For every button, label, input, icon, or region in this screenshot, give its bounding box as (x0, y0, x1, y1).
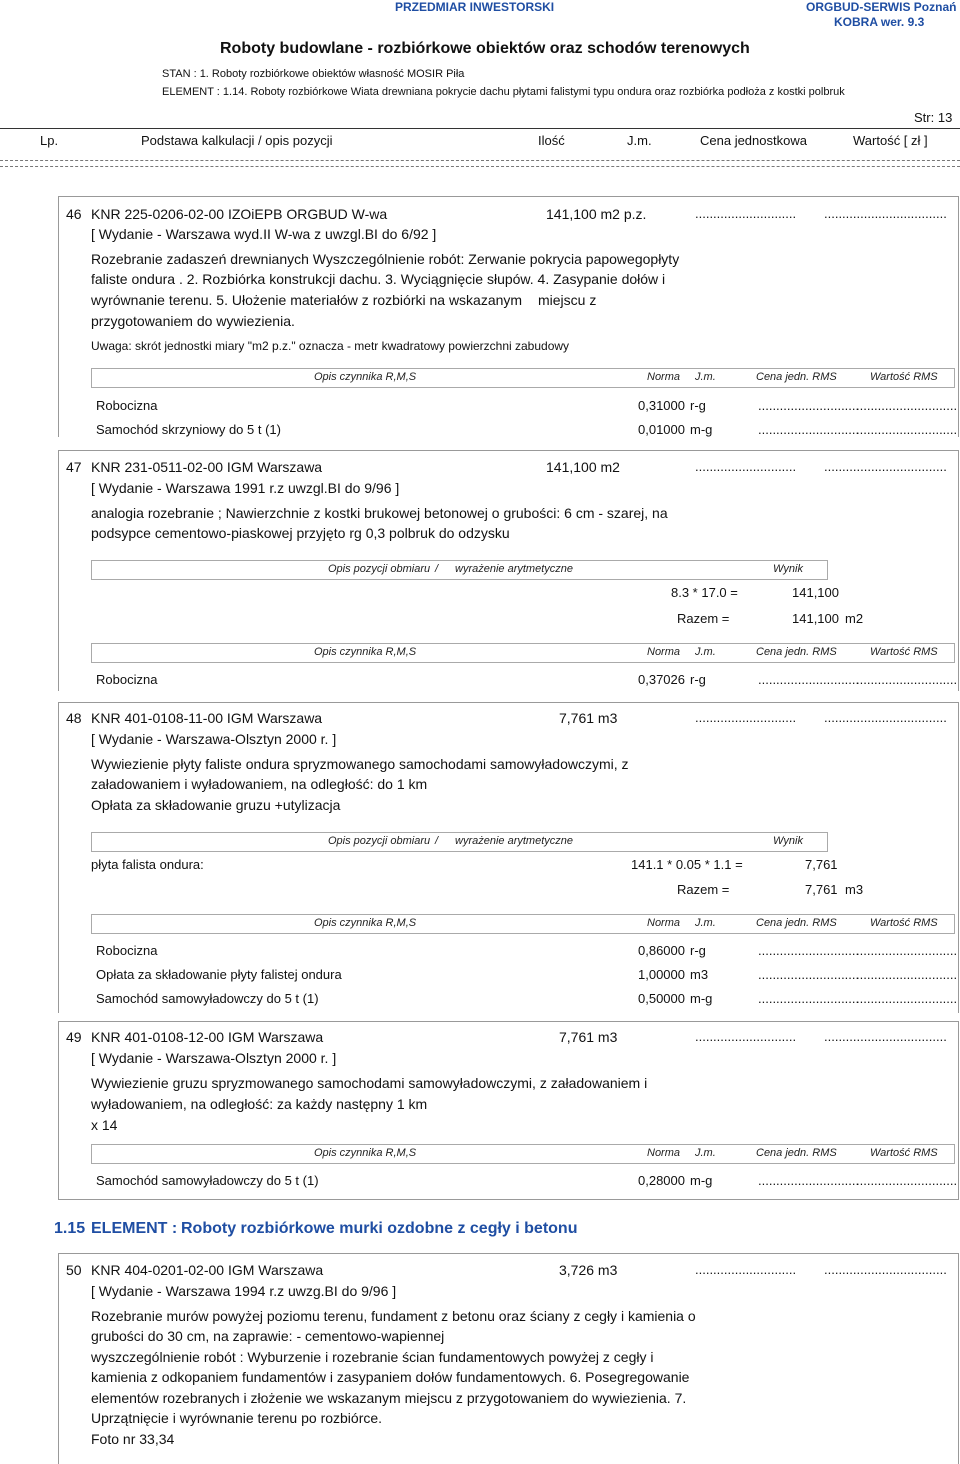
item-price-placeholder: ............................ (695, 459, 797, 474)
item-description: kamienia z odkopaniem fundamentów i zasypaniem dołów fundamentowych. 6. Posegregowanie (91, 1369, 690, 1385)
rms-value: ............................ (856, 398, 958, 413)
item-description: Wywiezienie gruzu spryzmowanego samochodami samowyładowczymi, z załadowaniem i (91, 1075, 648, 1091)
rms-col-cena: Cena jedn. RMS (756, 1147, 837, 1159)
obmiar-col-slash: / (435, 563, 439, 575)
item-quantity: 7,761 m3 (559, 1029, 618, 1045)
rms-name: Robocizna (96, 672, 158, 687)
rms-value: ............................ (856, 991, 958, 1006)
item-value-placeholder: .................................. (824, 1029, 947, 1044)
col-lp: Lp. (40, 133, 59, 148)
item-source: [ Wydanie - Warszawa-Olsztyn 2000 r. ] (91, 1050, 337, 1066)
rms-price: ............................ (758, 398, 860, 413)
obmiar-col-opis: Opis pozycji obmiaru (328, 835, 431, 847)
rms-norma: 0,28000 (638, 1173, 685, 1188)
stan-line: STAN : 1. Roboty rozbiórkowe obiektów własność MOSIR Piła (162, 68, 465, 80)
rms-col-cena: Cena jedn. RMS (756, 917, 837, 929)
razem-value: 141,100 (792, 611, 839, 626)
item-description: analogia rozebranie ; Nawierzchnie z kostki brukowej betonowej o grubości: 6 cm - szarej, na (91, 505, 668, 521)
item-description: Rozebranie zadaszeń drewnianych Wyszczególnienie robót: Zerwanie pokrycia papowegopłyty (91, 251, 680, 267)
rms-col-opis: Opis czynnika R,M,S (314, 371, 417, 383)
header-top-rule (0, 128, 960, 129)
rms-jm: m-g (690, 422, 713, 437)
section-title: Roboty rozbiórkowe murki ozdobne z cegły i betonu (181, 1220, 578, 1237)
rms-norma: 0,86000 (638, 943, 685, 958)
item-price-placeholder: ............................ (695, 1262, 797, 1277)
item-lp: 46 (66, 206, 82, 222)
razem-unit: m3 (845, 882, 864, 897)
razem-unit: m2 (845, 611, 864, 626)
item-code: KNR 225-0206-02-00 IZOiEPB ORGBUD W-wa (91, 206, 388, 222)
razem-label: Razem = (677, 882, 730, 897)
item-code: KNR 404-0201-02-00 IGM Warszawa (91, 1262, 324, 1278)
rms-col-cena: Cena jedn. RMS (756, 371, 837, 383)
item-quantity: 3,726 m3 (559, 1262, 618, 1278)
item-description: wyszczególnienie robót : Wyburzenie i rozebranie ścian fundamentowych powyżej z cegły i (91, 1349, 654, 1365)
rms-price: ............................ (758, 967, 860, 982)
rms-name: Robocizna (96, 398, 158, 413)
rms-price: ............................ (758, 672, 860, 687)
obmiar-label: płyta falista ondura: (91, 857, 204, 872)
rms-header (91, 368, 955, 388)
col-podstawa: Podstawa kalkulacji / opis pozycji (141, 133, 333, 148)
rms-col-opis: Opis czynnika R,M,S (314, 1147, 417, 1159)
rms-col-wartosc: Wartość RMS (870, 371, 938, 383)
rms-jm: r-g (690, 398, 706, 413)
obmiar-result: 141,100 (792, 585, 839, 600)
rms-price: ............................ (758, 991, 860, 1006)
rms-price: ............................ (758, 1173, 860, 1188)
rms-col-norma: Norma (647, 1147, 681, 1159)
rms-name: Samochód samowyładowczy do 5 t (1) (96, 991, 319, 1006)
rms-col-opis: Opis czynnika R,M,S (314, 917, 417, 929)
rms-norma: 1,00000 (638, 967, 685, 982)
item-code: KNR 401-0108-12-00 IGM Warszawa (91, 1029, 324, 1045)
item-description: podsypce cementowo-piaskowej przyjęto rg 0,3 polbruk do odzysku (91, 525, 510, 541)
rms-jm: r-g (690, 943, 706, 958)
obmiar-col-slash: / (435, 835, 439, 847)
rms-col-wartosc: Wartość RMS (870, 917, 938, 929)
header-rule-2 (0, 166, 960, 167)
item-description: Opłata za składowanie gruzu +utylizacja (91, 797, 341, 813)
rms-jm: m-g (690, 1173, 713, 1188)
item-source: [ Wydanie - Warszawa 1991 r.z uwzgl.BI do 9/96 ] (91, 480, 400, 496)
rms-col-norma: Norma (647, 371, 681, 383)
item-source: [ Wydanie - Warszawa-Olsztyn 2000 r. ] (91, 731, 337, 747)
rms-value: ............................ (856, 672, 958, 687)
razem-value: 7,761 (805, 882, 838, 897)
software-version: KOBRA wer. 9.3 (834, 15, 925, 29)
item-value-placeholder: .................................. (824, 710, 947, 725)
item-code: KNR 231-0511-02-00 IGM Warszawa (91, 459, 323, 475)
rms-norma: 0,31000 (638, 398, 685, 413)
item-quantity: 141,100 m2 (546, 459, 620, 475)
header-rule-1 (0, 160, 960, 161)
item-lp: 49 (66, 1029, 82, 1045)
item-quantity: 7,761 m3 (559, 710, 618, 726)
obmiar-header (91, 560, 828, 580)
item-value-placeholder: .................................. (824, 206, 947, 221)
obmiar-col-wynik: Wynik (773, 835, 803, 847)
rms-col-wartosc: Wartość RMS (870, 1147, 938, 1159)
item-source: [ Wydanie - Warszawa 1994 r.z uwzg.BI do 9/96 ] (91, 1283, 397, 1299)
company-name: ORGBUD-SERWIS Poznań (806, 0, 957, 14)
rms-name: Opłata za składowanie płyty falistej ondura (96, 967, 342, 982)
rms-col-opis: Opis czynnika R,M,S (314, 646, 417, 658)
obmiar-col-wyrazenie: wyrażenie arytmetyczne (455, 835, 573, 847)
rms-name: Robocizna (96, 943, 158, 958)
item-description: wyrównanie terenu. 5. Ułożenie materiałów z rozbiórki na wskazanym (91, 292, 523, 308)
rms-col-cena: Cena jedn. RMS (756, 646, 837, 658)
item-description: elementów rozebranych i złożenie we wskazanym miejscu z przygotowaniem do wywiezienia. 7. (91, 1390, 687, 1406)
col-ilosc: Ilość (538, 133, 565, 148)
item-lp: 47 (66, 459, 82, 475)
rms-col-jm: J.m. (695, 646, 716, 658)
item-price-placeholder: ............................ (695, 206, 797, 221)
col-wartosc: Wartość [ zł ] (853, 133, 928, 148)
item-description: miejscu z (538, 292, 597, 308)
rms-col-norma: Norma (647, 917, 681, 929)
rms-value: ............................ (856, 422, 958, 437)
rms-value: ............................ (856, 967, 958, 982)
rms-value: ............................ (856, 943, 958, 958)
item-description: x 14 (91, 1117, 118, 1133)
document-type-label: PRZEDMIAR INWESTORSKI (395, 0, 555, 14)
page-title: Roboty budowlane - rozbiórkowe obiektów oraz schodów terenowych (220, 40, 750, 57)
rms-col-wartosc: Wartość RMS (870, 646, 938, 658)
item-description: Foto nr 33,34 (91, 1431, 175, 1447)
obmiar-col-opis: Opis pozycji obmiaru (328, 563, 431, 575)
rms-col-jm: J.m. (695, 1147, 716, 1159)
item-note: Uwaga: skrót jednostki miary "m2 p.z." oznacza - metr kwadratowy powierzchni zabudowy (91, 339, 570, 353)
item-code: KNR 401-0108-11-00 IGM Warszawa (91, 710, 323, 726)
rms-header (91, 1144, 955, 1164)
rms-price: ............................ (758, 943, 860, 958)
rms-name: Samochód samowyładowczy do 5 t (1) (96, 1173, 319, 1188)
item-description: grubości do 30 cm, na zaprawie: - cementowo-wapiennej (91, 1328, 445, 1344)
page-number: Str: 13 (914, 110, 953, 125)
rms-price: ............................ (758, 422, 860, 437)
rms-header (91, 643, 955, 663)
col-jm: J.m. (627, 133, 652, 148)
col-cena: Cena jednostkowa (700, 133, 807, 148)
element-line: ELEMENT : 1.14. Roboty rozbiórkowe Wiata drewniana pokrycie dachu płytami falistymi typu ondura oraz rozbiórka podłoża z kostki polbruk (162, 86, 845, 98)
item-source: [ Wydanie - Warszawa wyd.II W-wa z uwzgl.BI do 6/92 ] (91, 226, 437, 242)
item-price-placeholder: ............................ (695, 1029, 797, 1044)
item-description: wyładowaniem, na odległość: za każdy następny 1 km (91, 1096, 428, 1112)
rms-norma: 0,50000 (638, 991, 685, 1006)
obmiar-col-wyrazenie: wyrażenie arytmetyczne (455, 563, 573, 575)
item-description: przygotowaniem do wywiezienia. (91, 313, 295, 329)
obmiar-header (91, 832, 828, 852)
rms-norma: 0,37026 (638, 672, 685, 687)
item-description: Rozebranie murów powyżej poziomu terenu, fundament z betonu oraz ściany z cegły i kamienia o (91, 1308, 696, 1324)
razem-label: Razem = (677, 611, 730, 626)
section-number: 1.15 (54, 1220, 86, 1237)
item-price-placeholder: ............................ (695, 710, 797, 725)
rms-name: Samochód skrzyniowy do 5 t (1) (96, 422, 281, 437)
obmiar-expression: 141.1 * 0.05 * 1.1 = (631, 857, 743, 872)
rms-header (91, 914, 955, 934)
item-lp: 50 (66, 1262, 82, 1278)
item-value-placeholder: .................................. (824, 1262, 947, 1277)
rms-col-jm: J.m. (695, 371, 716, 383)
obmiar-result: 7,761 (805, 857, 838, 872)
item-description: Uprzątnięcie i wyrównanie terenu po rozbiórce. (91, 1410, 383, 1426)
rms-jm: m-g (690, 991, 713, 1006)
rms-jm: m3 (690, 967, 709, 982)
rms-col-norma: Norma (647, 646, 681, 658)
item-description: Wywiezienie płyty faliste ondura spryzmowanego samochodami samowyładowczymi, z (91, 756, 629, 772)
rms-value: ............................ (856, 1173, 958, 1188)
rms-jm: r-g (690, 672, 706, 687)
item-quantity: 141,100 m2 p.z. (546, 206, 647, 222)
obmiar-expression: 8.3 * 17.0 = (671, 585, 738, 600)
obmiar-col-wynik: Wynik (773, 563, 803, 575)
item-value-placeholder: .................................. (824, 459, 947, 474)
rms-col-jm: J.m. (695, 917, 716, 929)
item-description: załadowaniem i wyładowaniem, na odległość: do 1 km (91, 776, 428, 792)
section-label: ELEMENT : (91, 1220, 178, 1237)
item-description: faliste ondura . 2. Rozbiórka konstrukcji dachu. 3. Wyciągnięcie słupów. 4. Zasypanie dołów i (91, 271, 666, 287)
item-lp: 48 (66, 710, 82, 726)
rms-norma: 0,01000 (638, 422, 685, 437)
